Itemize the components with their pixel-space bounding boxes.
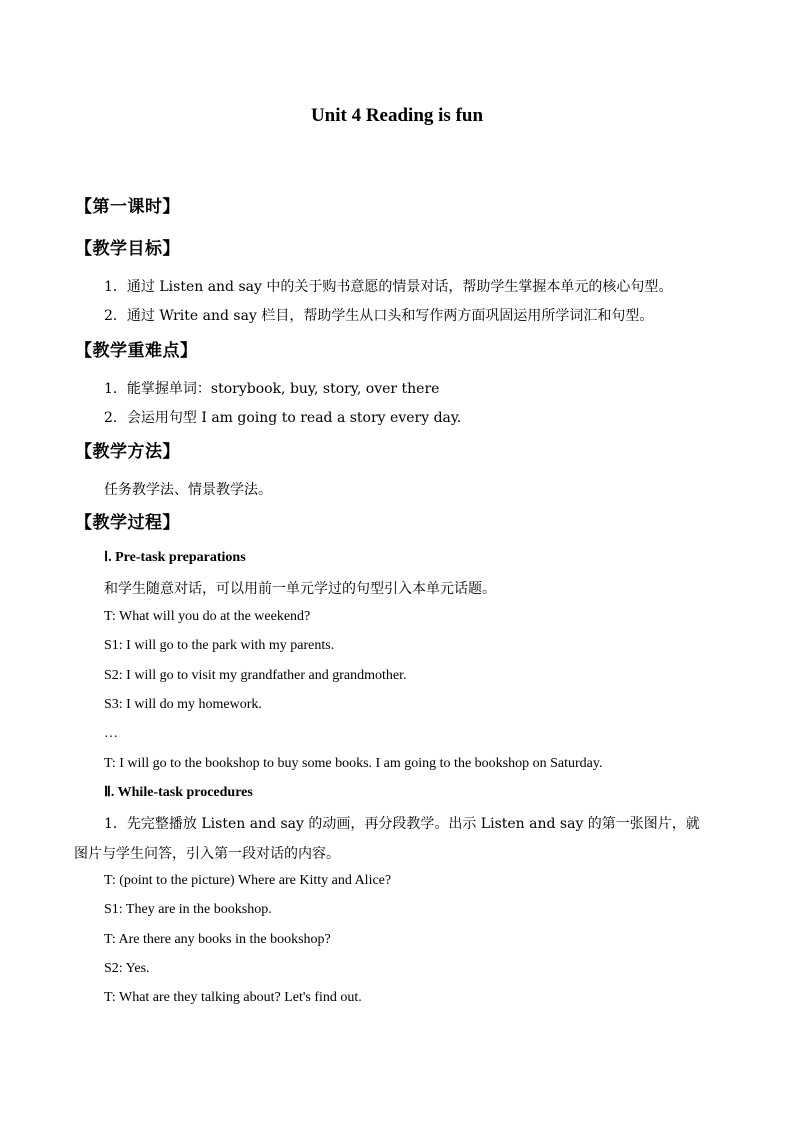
- dialog-line: S1: They are in the bookshop.: [104, 902, 272, 917]
- page-title: Unit 4 Reading is fun: [310, 105, 484, 126]
- heading-process: 【教学过程】: [75, 513, 180, 533]
- heading-methods: 【教学方法】: [75, 442, 180, 462]
- dialog-line: T: (point to the picture) Where are Kitty and Alice?: [104, 873, 392, 888]
- while-task-paragraph-line-1: 1．先完整播放 Listen and say 的动画，再分段教学。出示 Listen and say 的第一张图片，就: [104, 816, 700, 832]
- key-point-2: 2．会运用句型 I am going to read a story every day.: [104, 410, 462, 426]
- section-while-task-title: Ⅱ. While-task procedures: [104, 785, 253, 800]
- dialog-line: S2: Yes.: [104, 961, 150, 976]
- dialog-line: T: What are they talking about? Let's find out.: [104, 990, 362, 1005]
- heading-key-points: 【教学重难点】: [75, 341, 198, 361]
- heading-lesson: 【第一课时】: [75, 197, 180, 217]
- key-point-1: 1．能掌握单词：storybook, buy, story, over there: [104, 381, 440, 397]
- dialog-line: S3: I will do my homework.: [104, 697, 262, 712]
- dialog-line: T: I will go to the bookshop to buy some books. I am going to the bookshop on Saturday.: [104, 756, 603, 771]
- ellipsis-line: …: [104, 726, 118, 741]
- goal-item-2: 2．通过 Write and say 栏目，帮助学生从口头和写作两方面巩固运用所学词汇和句型。: [104, 308, 654, 324]
- dialog-line: T: Are there any books in the bookshop?: [104, 932, 331, 947]
- pre-task-intro: 和学生随意对话，可以用前一单元学过的句型引入本单元话题。: [104, 581, 496, 597]
- while-task-paragraph-line-2: 图片与学生问答，引入第一段对话的内容。: [74, 846, 340, 862]
- dialog-line: S1: I will go to the park with my parents.: [104, 638, 335, 653]
- methods-text: 任务教学法、情景教学法。: [104, 482, 272, 498]
- goal-item-1: 1．通过 Listen and say 中的关于购书意愿的情景对话，帮助学生掌握本单元的核心句型。: [104, 279, 673, 295]
- dialog-line: S2: I will go to visit my grandfather and grandmother.: [104, 668, 407, 683]
- section-pre-task-title: Ⅰ. Pre-task preparations: [104, 550, 246, 565]
- dialog-line: T: What will you do at the weekend?: [104, 609, 311, 624]
- heading-goals: 【教学目标】: [75, 239, 180, 259]
